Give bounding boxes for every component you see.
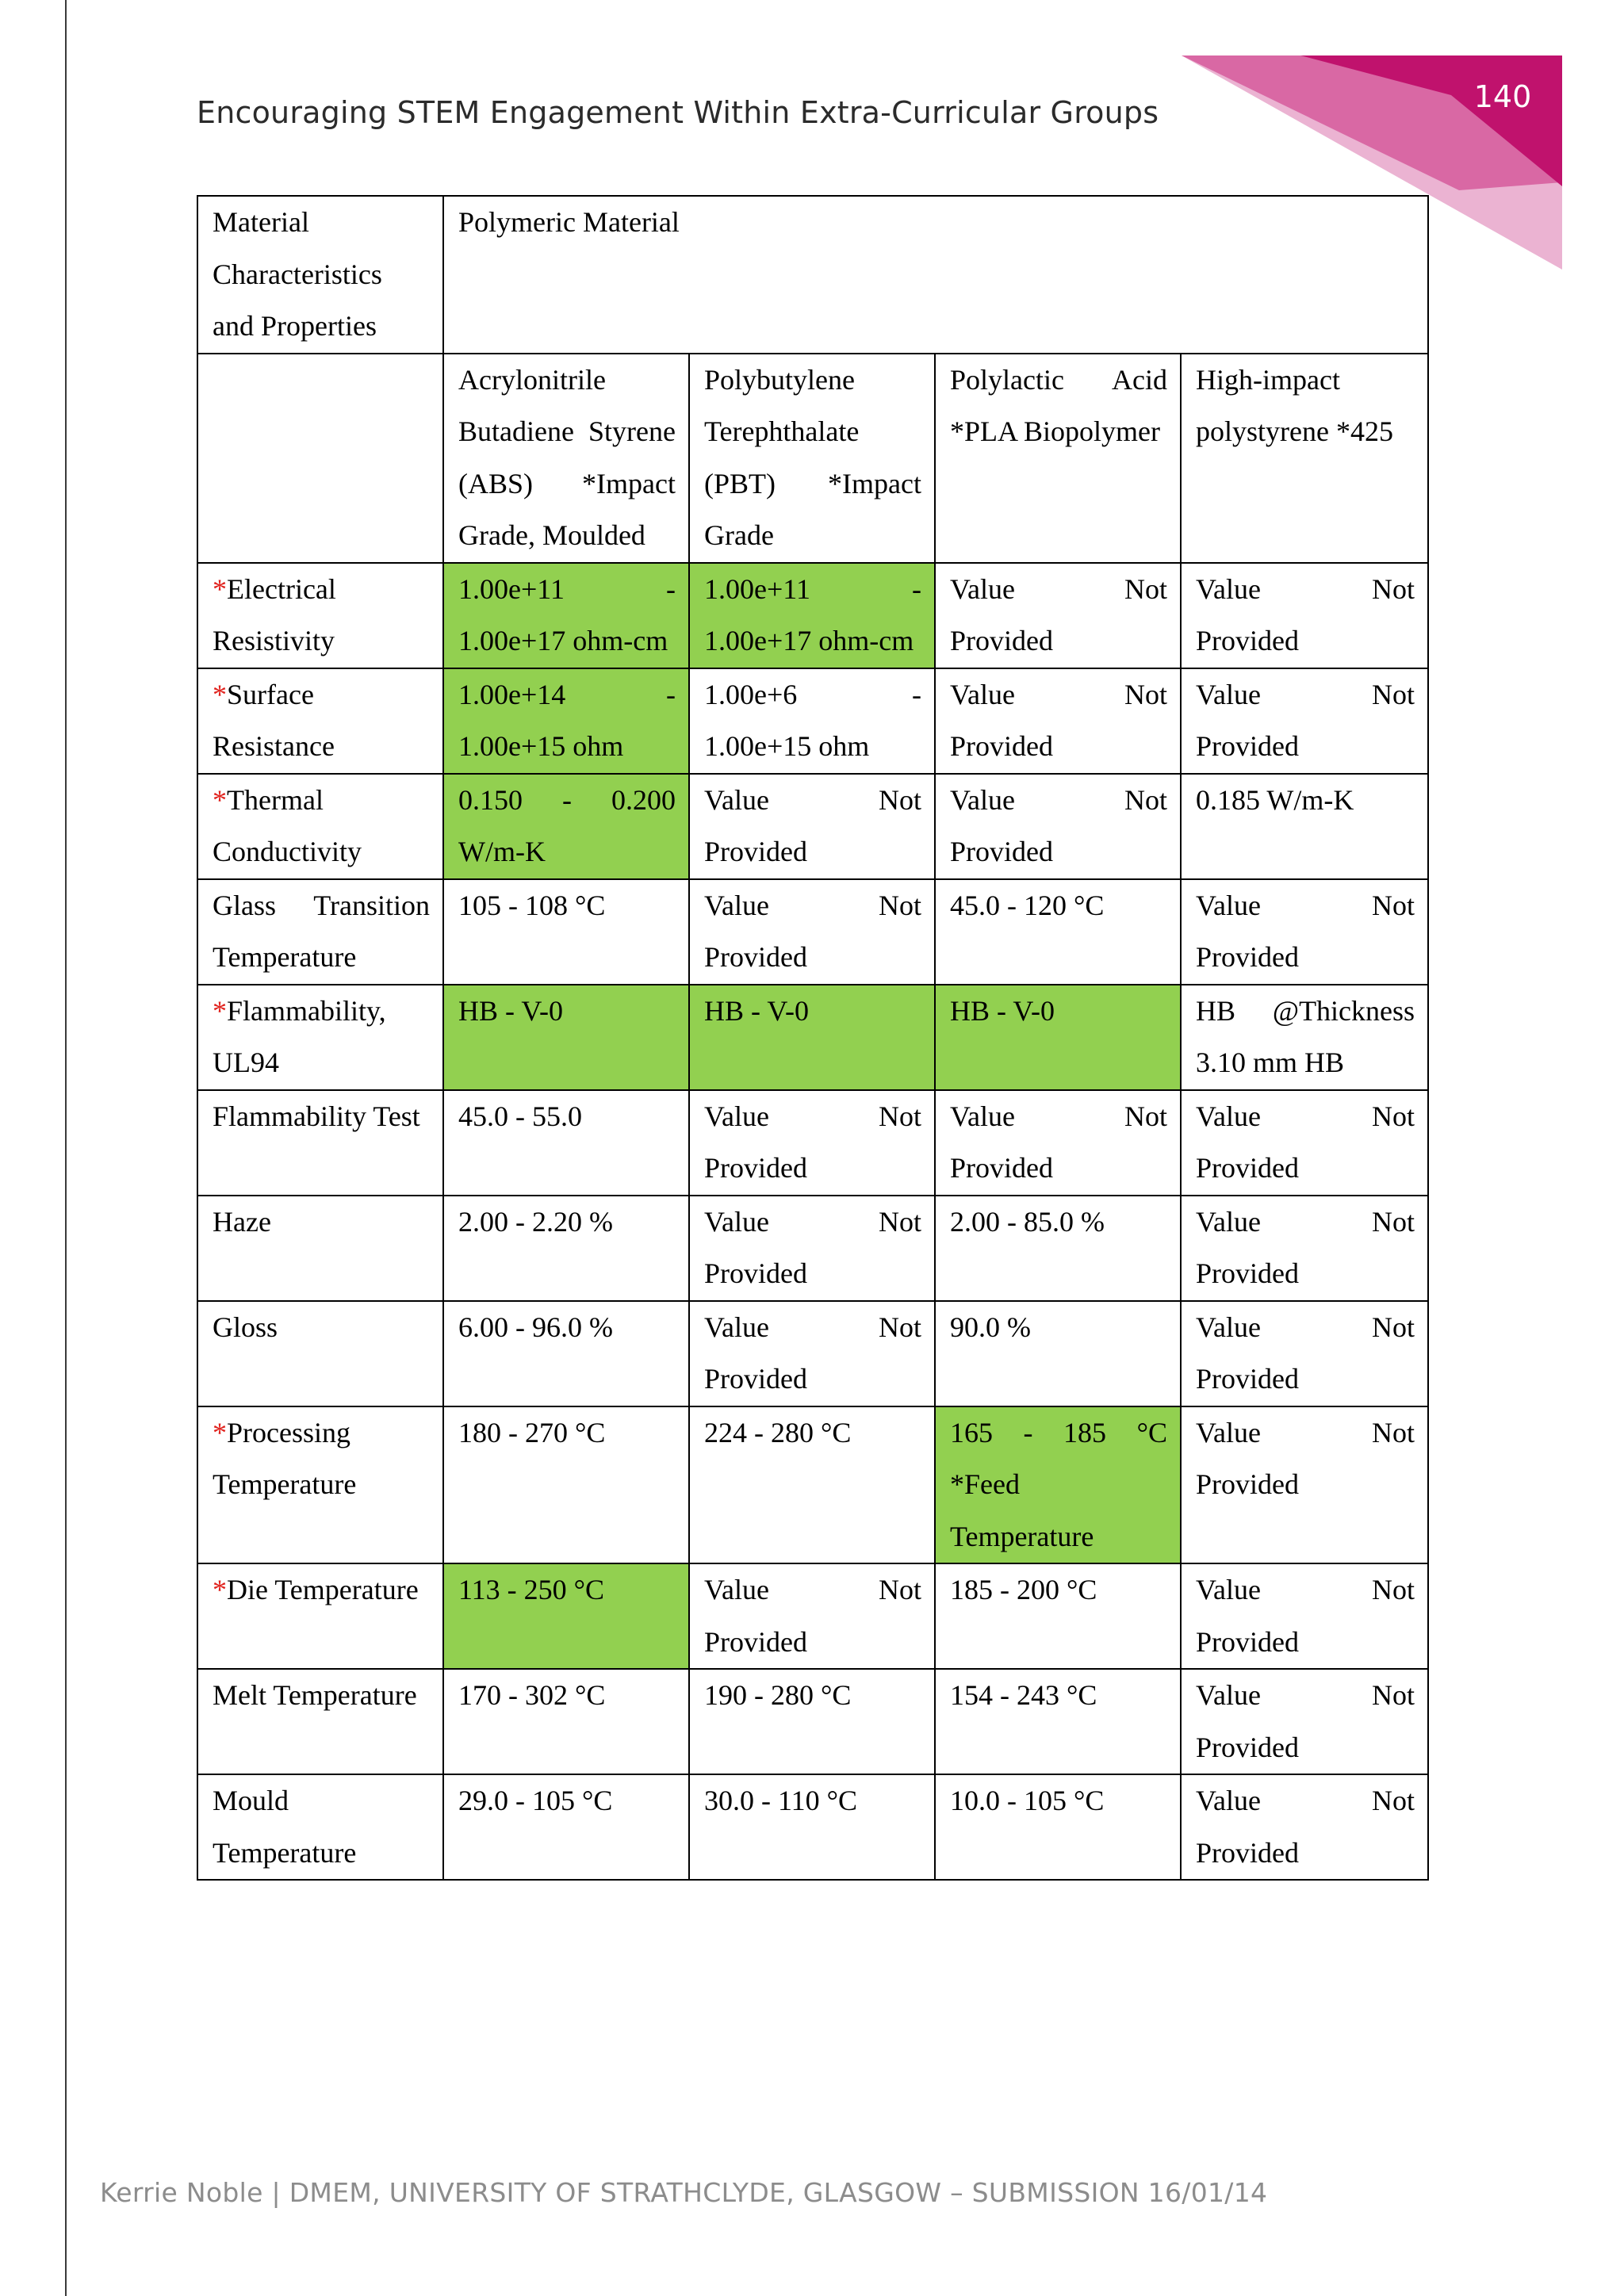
value-cell-abs: 0.150 - 0.200 W/m-K <box>443 774 689 879</box>
value-cell-pla: 185 - 200 °C <box>935 1563 1181 1669</box>
property-label: Flammability Test <box>213 1100 420 1132</box>
value-cell-pbt: Value Not Provided <box>689 1301 935 1406</box>
value-cell-pla: Value Not Provided <box>935 668 1181 774</box>
value-cell-pla: 10.0 - 105 °C <box>935 1774 1181 1880</box>
property-label-cell <box>197 1301 443 1406</box>
property-label-cell <box>197 879 443 985</box>
property-label: Die Temperature <box>227 1574 419 1605</box>
value-cell-pbt: Value Not Provided <box>689 879 935 985</box>
running-header-title: Encouraging STEM Engagement Within Extra-Curricular Groups <box>197 95 1159 130</box>
value-cell-abs: 29.0 - 105 °C <box>443 1774 689 1880</box>
value-cell-pbt: Value Not Provided <box>689 774 935 879</box>
property-label: Thermal Conductivity <box>213 783 362 867</box>
required-marker: * <box>213 1574 227 1605</box>
property-label-cell <box>197 774 443 879</box>
value-cell-abs: 170 - 302 °C <box>443 1669 689 1774</box>
value-cell-pla: Value Not Provided <box>935 1090 1181 1196</box>
property-label-cell <box>197 668 443 774</box>
value-cell-hips: HB @Thickness 3.10 mm HB <box>1181 985 1428 1090</box>
value-cell-pla: 154 - 243 °C <box>935 1669 1181 1774</box>
value-cell-abs: HB - V-0 <box>443 985 689 1090</box>
value-cell-hips: Value Not Provided <box>1181 1301 1428 1406</box>
table-row <box>197 1301 1428 1406</box>
value-cell-pbt: 30.0 - 110 °C <box>689 1774 935 1880</box>
value-cell-hips: 0.185 W/m-K <box>1181 774 1428 879</box>
table-row <box>197 563 1428 668</box>
page-number: 140 <box>1473 79 1532 114</box>
table-row <box>197 1090 1428 1196</box>
value-cell-pla: 165 - 185 °C *Feed Temperature <box>935 1406 1181 1564</box>
table-row <box>197 774 1428 879</box>
property-label: Surface Resistance <box>213 678 335 762</box>
property-label-cell <box>197 1090 443 1196</box>
value-cell-pbt: 224 - 280 °C <box>689 1406 935 1564</box>
required-marker: * <box>213 783 227 816</box>
table-row <box>197 1563 1428 1669</box>
property-label: Flammability, UL94 <box>213 994 386 1078</box>
value-cell-pla: HB - V-0 <box>935 985 1181 1090</box>
value-cell-pbt: Value Not Provided <box>689 1563 935 1669</box>
value-cell-pla: Value Not Provided <box>935 563 1181 668</box>
table-row <box>197 879 1428 985</box>
property-label-cell <box>197 1669 443 1774</box>
property-label: Mould Temperature <box>213 1785 357 1869</box>
value-cell-hips: Value Not Provided <box>1181 1406 1428 1564</box>
value-cell-pla: Value Not Provided <box>935 774 1181 879</box>
table-row <box>197 1774 1428 1880</box>
required-marker: * <box>213 678 227 710</box>
value-cell-hips: Value Not Provided <box>1181 1669 1428 1774</box>
required-marker: * <box>213 572 227 605</box>
property-label: Glass Transition Temperature <box>213 889 430 973</box>
value-cell-hips: Value Not Provided <box>1181 668 1428 774</box>
table-row <box>197 1669 1428 1774</box>
value-cell-hips: Value Not Provided <box>1181 1196 1428 1301</box>
property-label-cell <box>197 1406 443 1564</box>
value-cell-pbt: Value Not Provided <box>689 1090 935 1196</box>
material-names-row <box>197 354 1428 563</box>
corner-header-cell: Material Characteristics and Properties <box>197 196 443 354</box>
value-cell-pla: 45.0 - 120 °C <box>935 879 1181 985</box>
property-label-cell <box>197 563 443 668</box>
value-cell-pbt: 1.00e+6 - 1.00e+15 ohm <box>689 668 935 774</box>
column-header-pbt: Polybutylene Terephthalate (PBT) *Impact Grade <box>689 354 935 563</box>
table-header-row <box>197 196 1428 354</box>
group-header-cell: Polymeric Material <box>443 196 1428 354</box>
value-cell-pla: 90.0 % <box>935 1301 1181 1406</box>
property-label-cell <box>197 1774 443 1880</box>
table-row <box>197 1406 1428 1564</box>
value-cell-hips: Value Not Provided <box>1181 1774 1428 1880</box>
table-row <box>197 985 1428 1090</box>
value-cell-abs: 2.00 - 2.20 % <box>443 1196 689 1301</box>
value-cell-abs: 6.00 - 96.0 % <box>443 1301 689 1406</box>
property-label: Processing Temperature <box>213 1416 357 1500</box>
property-label-cell <box>197 1563 443 1669</box>
property-label-cell <box>197 985 443 1090</box>
table-row <box>197 668 1428 774</box>
value-cell-pbt: Value Not Provided <box>689 1196 935 1301</box>
property-label: Gloss <box>213 1311 278 1343</box>
column-header-abs: Acrylonitrile Butadiene Styrene (ABS) *Impact Grade, Moulded <box>443 354 689 563</box>
value-cell-abs: 105 - 108 °C <box>443 879 689 985</box>
value-cell-hips: Value Not Provided <box>1181 1090 1428 1196</box>
required-marker: * <box>213 994 227 1027</box>
property-label-cell <box>197 1196 443 1301</box>
page-margin-line <box>65 0 67 2296</box>
value-cell-abs: 45.0 - 55.0 <box>443 1090 689 1196</box>
value-cell-hips: Value Not Provided <box>1181 563 1428 668</box>
table-row <box>197 1196 1428 1301</box>
value-cell-abs: 1.00e+11 - 1.00e+17 ohm-cm <box>443 563 689 668</box>
column-header-hips: High-impact polystyrene *425 <box>1181 354 1428 563</box>
property-label: Haze <box>213 1205 271 1238</box>
value-cell-hips: Value Not Provided <box>1181 1563 1428 1669</box>
page-footer: Kerrie Noble | DMEM, UNIVERSITY OF STRATHCLYDE, GLASGOW – SUBMISSION 16/01/14 <box>100 2177 1268 2208</box>
value-cell-hips: Value Not Provided <box>1181 879 1428 985</box>
value-cell-abs: 1.00e+14 - 1.00e+15 ohm <box>443 668 689 774</box>
value-cell-pbt: 190 - 280 °C <box>689 1669 935 1774</box>
value-cell-abs: 180 - 270 °C <box>443 1406 689 1564</box>
value-cell-pla: 2.00 - 85.0 % <box>935 1196 1181 1301</box>
value-cell-abs: 113 - 250 °C <box>443 1563 689 1669</box>
required-marker: * <box>213 1416 227 1448</box>
polymer-properties-table <box>197 195 1429 1881</box>
value-cell-pbt: 1.00e+11 - 1.00e+17 ohm-cm <box>689 563 935 668</box>
property-label: Melt Temperature <box>213 1679 417 1711</box>
value-cell-pbt: HB - V-0 <box>689 985 935 1090</box>
material-names-blank-cell <box>197 354 443 563</box>
property-label: Electrical Resistivity <box>213 572 336 656</box>
column-header-pla: Polylactic Acid *PLA Biopolymer <box>935 354 1181 563</box>
